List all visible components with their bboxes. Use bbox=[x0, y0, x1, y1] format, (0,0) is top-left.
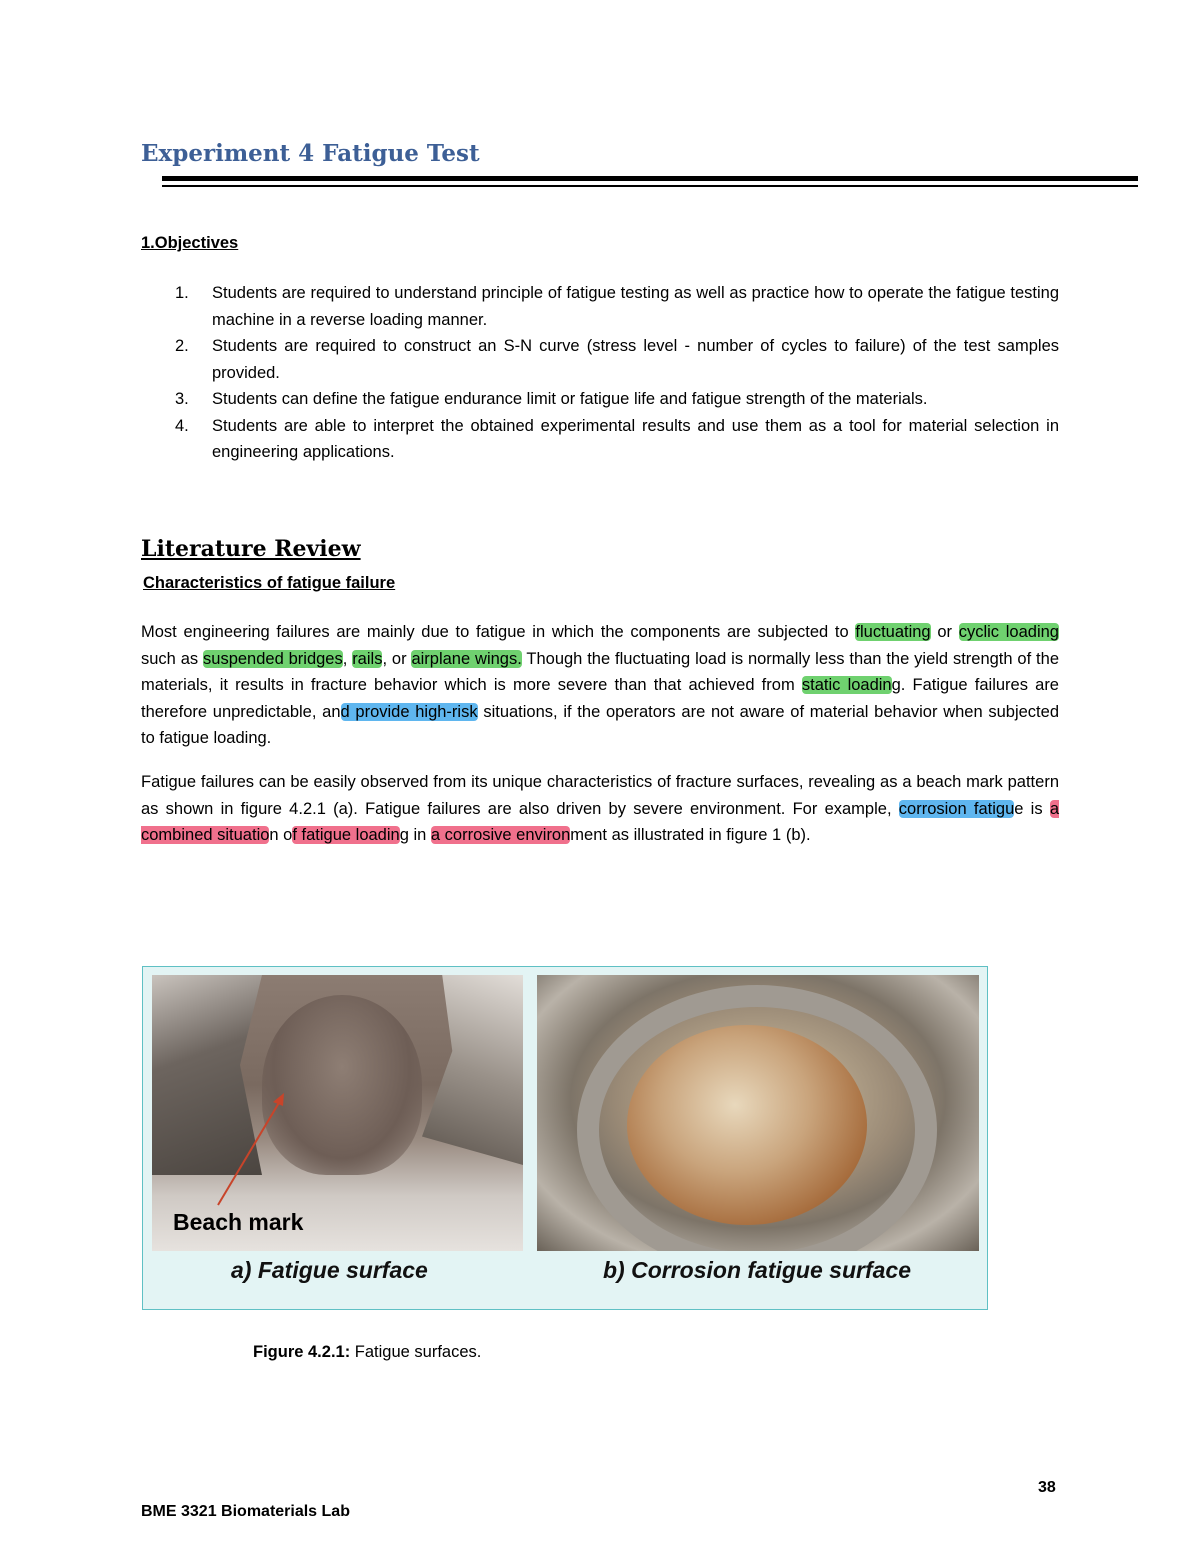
highlight: rails bbox=[352, 649, 383, 668]
fatigue-surfaces-figure bbox=[142, 966, 988, 1310]
list-item bbox=[141, 413, 1059, 466]
highlight: airplane wings. bbox=[411, 649, 522, 668]
figure-caption-text: Fatigue surfaces. bbox=[350, 1343, 482, 1361]
fatigue-surface-photo bbox=[152, 975, 523, 1251]
paragraph-fatigue-failures: Most engineering failures are mainly due to fatigue in which the components are subjected to fluctuating or cyclic loading such as suspended bridges, rails, or airplane wings. Though the fluctuating load is normally less than the yield strength of the materials, it results in fracture behavior which is more severe than that achieved from static loading. Fatigue failures are therefore unpredictable, and provide high-risk situations, if the operators are not aware of material behavior when subjected to fatigue loading. bbox=[141, 623, 1059, 747]
list-number: 2. bbox=[175, 337, 189, 355]
highlight: cyclic loading bbox=[958, 623, 1059, 641]
page-footer: BME 3321 Biomaterials Lab bbox=[141, 1503, 350, 1520]
list-text: Students can define the fatigue endurance limit or fatigue life and fatigue strength of the materials. bbox=[212, 390, 928, 408]
paragraph-fracture-surfaces: Fatigue failures can be easily observed from its unique characteristics of fracture surfaces, revealing as a beach mark pattern as shown in figure 4.2.1 (a). Fatigue failures are also driven by severe environment. For example, corrosion fatigue is a combined situation of fatigue loading in a corrosive environment as illustrated in figure 1 (b). bbox=[141, 773, 1060, 844]
list-item bbox=[141, 386, 1059, 413]
specimen-fracture-face bbox=[627, 1025, 867, 1225]
highlight: f fatigue loadin bbox=[292, 826, 400, 844]
highlight: fluctuating bbox=[855, 623, 931, 641]
highlight: a corrosive environ bbox=[430, 826, 571, 844]
list-number: 4. bbox=[175, 416, 189, 435]
figure-caption bbox=[253, 1343, 481, 1362]
list-text: Students are required to understand principle of fatigue testing as well as practice how to operate the fatigue testing machine in a reverse loading manner. bbox=[212, 284, 1059, 329]
page-title: Experiment 4 Fatigue Test bbox=[141, 140, 480, 167]
corrosion-fatigue-photo bbox=[537, 975, 979, 1251]
fatigue-characteristics-heading: Characteristics of fatigue failure bbox=[143, 574, 396, 592]
title-rule-thick bbox=[162, 176, 1138, 181]
list-number: 3. bbox=[175, 390, 189, 408]
objectives-heading: 1.Objectives bbox=[141, 234, 239, 252]
highlight: suspended bridges bbox=[203, 649, 343, 668]
highlight: static loadin bbox=[801, 676, 892, 694]
list-item bbox=[141, 280, 1059, 333]
highlight: d provide high-risk bbox=[340, 702, 478, 721]
caption-corrosion-fatigue-surface: b) Corrosion fatigue surface bbox=[603, 1257, 911, 1283]
list-number: 1. bbox=[175, 284, 189, 302]
beach-mark-label: Beach mark bbox=[173, 1209, 304, 1235]
page-number: 38 bbox=[1038, 1479, 1056, 1496]
list-item bbox=[141, 333, 1059, 386]
literature-review-heading: Literature Review bbox=[141, 536, 361, 562]
figure-caption-label: Figure 4.2.1: bbox=[253, 1343, 351, 1361]
objectives-list bbox=[141, 280, 1059, 466]
title-rule-thin bbox=[162, 185, 1138, 187]
caption-fatigue-surface: a) Fatigue surface bbox=[231, 1257, 428, 1283]
list-text: Students are able to interpret the obtained experimental results and use them as a tool for material selection in engineering applications. bbox=[212, 416, 1059, 461]
list-text: Students are required to construct an S-N curve (stress level - number of cycles to failure) of the test samples provided. bbox=[212, 337, 1059, 382]
highlight: a combined situatio bbox=[141, 799, 1060, 844]
highlight: corrosion fatigu bbox=[898, 799, 1015, 818]
